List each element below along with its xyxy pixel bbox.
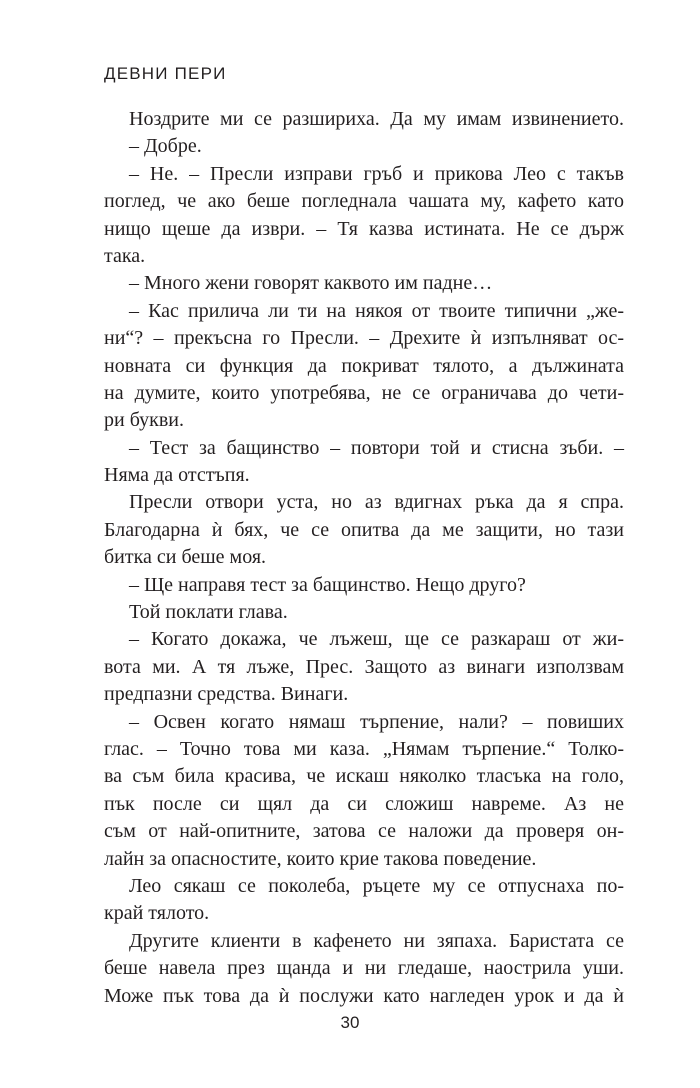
text-line: – Много жени говорят каквото им падне… xyxy=(129,272,493,295)
text-line: ри букви. xyxy=(104,409,184,432)
text-line: Другите клиенти в кафенето ни зяпаха. Баристата се xyxy=(129,929,624,952)
text-line: предпазни средства. Винаги. xyxy=(104,683,349,706)
text-line: на думите, които употребява, не се ограничава до чети- xyxy=(104,381,624,404)
text-line: Пресли отвори уста, но аз вдигнах ръка да я спра. xyxy=(129,491,624,514)
text-line: – Кас прилича ли ти на някоя от твоите типични „же- xyxy=(129,299,624,322)
page-number: 30 xyxy=(340,1013,360,1032)
text-line: така. xyxy=(104,244,146,267)
text-line: съм от най-опитните, затова се наложи да проверя он- xyxy=(104,820,624,843)
text-line: Лео сякаш се поколеба, ръцете му се отпуснаха по- xyxy=(129,874,624,897)
text-line: – Добре. xyxy=(129,135,202,158)
text-line: поглед, че ако беше погледнала чашата му, кафето като xyxy=(104,190,624,213)
text-line: Няма да отстъпя. xyxy=(104,464,250,487)
text-line: край тялото. xyxy=(104,902,210,925)
text-line: глас. – Точно това ми каза. „Нямам търпение.“ Толко- xyxy=(104,737,624,760)
text-line: ва съм била красива, че искаш няколко тласъка на голо, xyxy=(104,765,624,788)
text-line: – Ще направя тест за бащинство. Нещо друго? xyxy=(129,573,526,596)
text-line: Ноздрите ми се разшириха. Да му имам извинението. xyxy=(129,108,624,130)
running-header-author: ДЕВНИ ПЕРИ xyxy=(104,64,227,83)
text-line: Той поклати глава. xyxy=(129,601,288,624)
text-line: лайн за опасностите, които крие такова поведение. xyxy=(104,847,537,870)
text-line: нищо щеше да изври. – Тя казва истината. Не се държ xyxy=(104,217,624,240)
text-line: битка си беше моя. xyxy=(104,546,267,569)
body-text xyxy=(104,106,624,1010)
text-line: новната си функция да покриват тялото, а дължината xyxy=(104,354,624,377)
text-line: Може пък това да ѝ послужи като нагледен урок и да ѝ xyxy=(104,984,624,1007)
text-line: пък после си щял да си сложиш навреме. Аз не xyxy=(104,792,624,815)
text-line: – Не. – Пресли изправи гръб и прикова Лео с такъв xyxy=(129,162,624,185)
text-line: – Тест за бащинство – повтори той и стисна зъби. – xyxy=(129,436,624,459)
text-line: Благодарна ѝ бях, че се опитва да ме защити, но тази xyxy=(104,518,624,541)
text-line: – Когато докажа, че лъжеш, ще се разкараш от жи- xyxy=(129,628,624,651)
text-line: беше навела през щанда и ни гледаше, наострила уши. xyxy=(104,957,624,980)
text-line: вота ми. А тя лъже, Прес. Защото аз винаги използвам xyxy=(104,655,624,678)
text-line: – Освен когато нямаш търпение, нали? – повиших xyxy=(129,710,624,733)
text-line: ни“? – прекъсна го Пресли. – Дрехите ѝ изпълняват ос- xyxy=(104,327,624,350)
